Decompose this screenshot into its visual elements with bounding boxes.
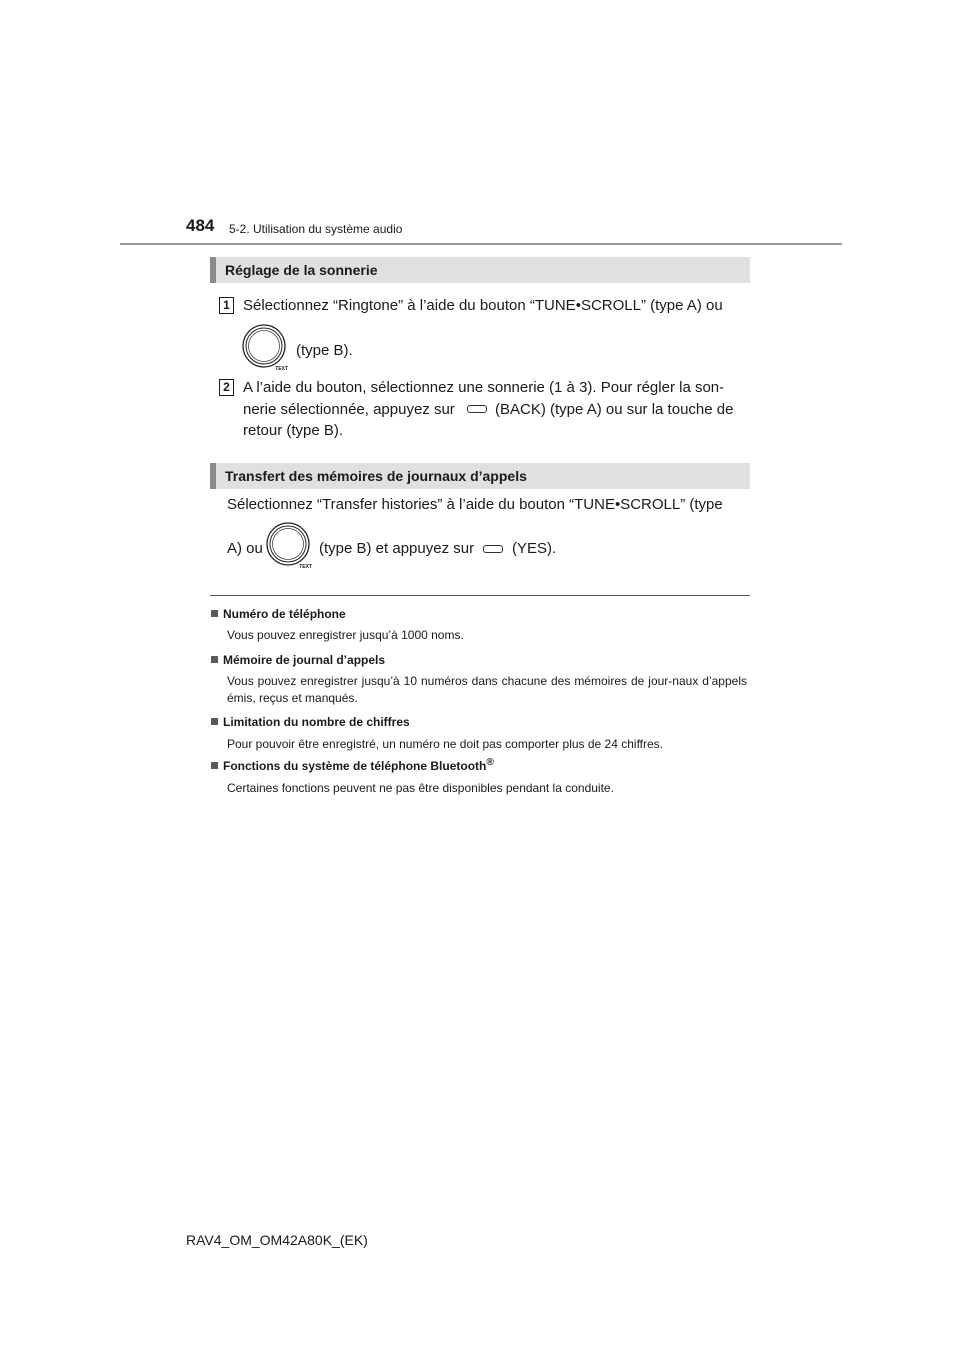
- note-body-call-log: Vous pouvez enregistrer jusqu’à 10 numéros dans chacune des mémoires de jour-naux d’appels émis, reçus et manqués.: [227, 674, 747, 705]
- note-title-phone-number: Numéro de téléphone: [211, 607, 346, 621]
- preset-key-icon: [483, 545, 503, 553]
- note-body-phone-number: Vous pouvez enregistrer jusqu’à 1000 noms.: [227, 628, 464, 642]
- note-body-digit-limit: Pour pouvoir être enregistré, un numéro ne doit pas comporter plus de 24 chiffres.: [227, 737, 664, 751]
- preset-key-icon: [467, 405, 487, 413]
- note-title-digit-limit: Limitation du nombre de chiffres: [211, 715, 410, 729]
- square-bullet-icon: [211, 762, 218, 769]
- transfer-line-2a: A) ou: [227, 540, 263, 557]
- step-number-2: 2: [219, 379, 234, 396]
- square-bullet-icon: [211, 718, 218, 725]
- tune-knob-icon: [242, 324, 290, 372]
- transfer-line-2c: (YES).: [512, 540, 557, 557]
- step-1-suffix: (type B).: [296, 342, 353, 359]
- square-bullet-icon: [211, 656, 218, 663]
- section-divider: [210, 595, 750, 596]
- transfer-line-2b: (type B) et appuyez sur: [319, 540, 475, 557]
- step-number-1: 1: [219, 297, 234, 314]
- header-divider: [120, 243, 842, 245]
- document-code: RAV4_OM_OM42A80K_(EK): [186, 1232, 368, 1248]
- square-bullet-icon: [211, 610, 218, 617]
- note-title-call-log: Mémoire de journal d’appels: [211, 653, 385, 667]
- step-2-line-1: A l’aide du bouton, sélectionnez une sonnerie (1 à 3). Pour régler la son-: [243, 379, 725, 396]
- note-title-bluetooth: Fonctions du système de téléphone Bluetooth®: [211, 757, 494, 773]
- step-2-line-3: retour (type B).: [243, 422, 344, 439]
- page-number: 484: [186, 216, 215, 235]
- section-title-transfer: Transfert des mémoires de journaux d’appels: [210, 463, 750, 489]
- knob-label: TEXT: [299, 564, 312, 570]
- knob-label: TEXT: [275, 366, 288, 372]
- section-title-ringtone: Réglage de la sonnerie: [210, 257, 750, 283]
- tune-knob-icon: [266, 522, 314, 570]
- transfer-line-1: Sélectionnez “Transfer histories” à l’aide du bouton “TUNE•SCROLL” (type: [227, 496, 723, 513]
- step-2-line-2a: nerie sélectionnée, appuyez sur: [243, 401, 455, 418]
- note-body-bluetooth: Certaines fonctions peuvent ne pas être disponibles pendant la conduite.: [227, 781, 614, 795]
- step-2-line-2b: (BACK) (type A) ou sur la touche de: [495, 401, 734, 418]
- breadcrumb: 5-2. Utilisation du système audio: [229, 222, 403, 236]
- step-1-text: Sélectionnez “Ringtone” à l’aide du bouton “TUNE•SCROLL” (type A) ou: [243, 297, 723, 314]
